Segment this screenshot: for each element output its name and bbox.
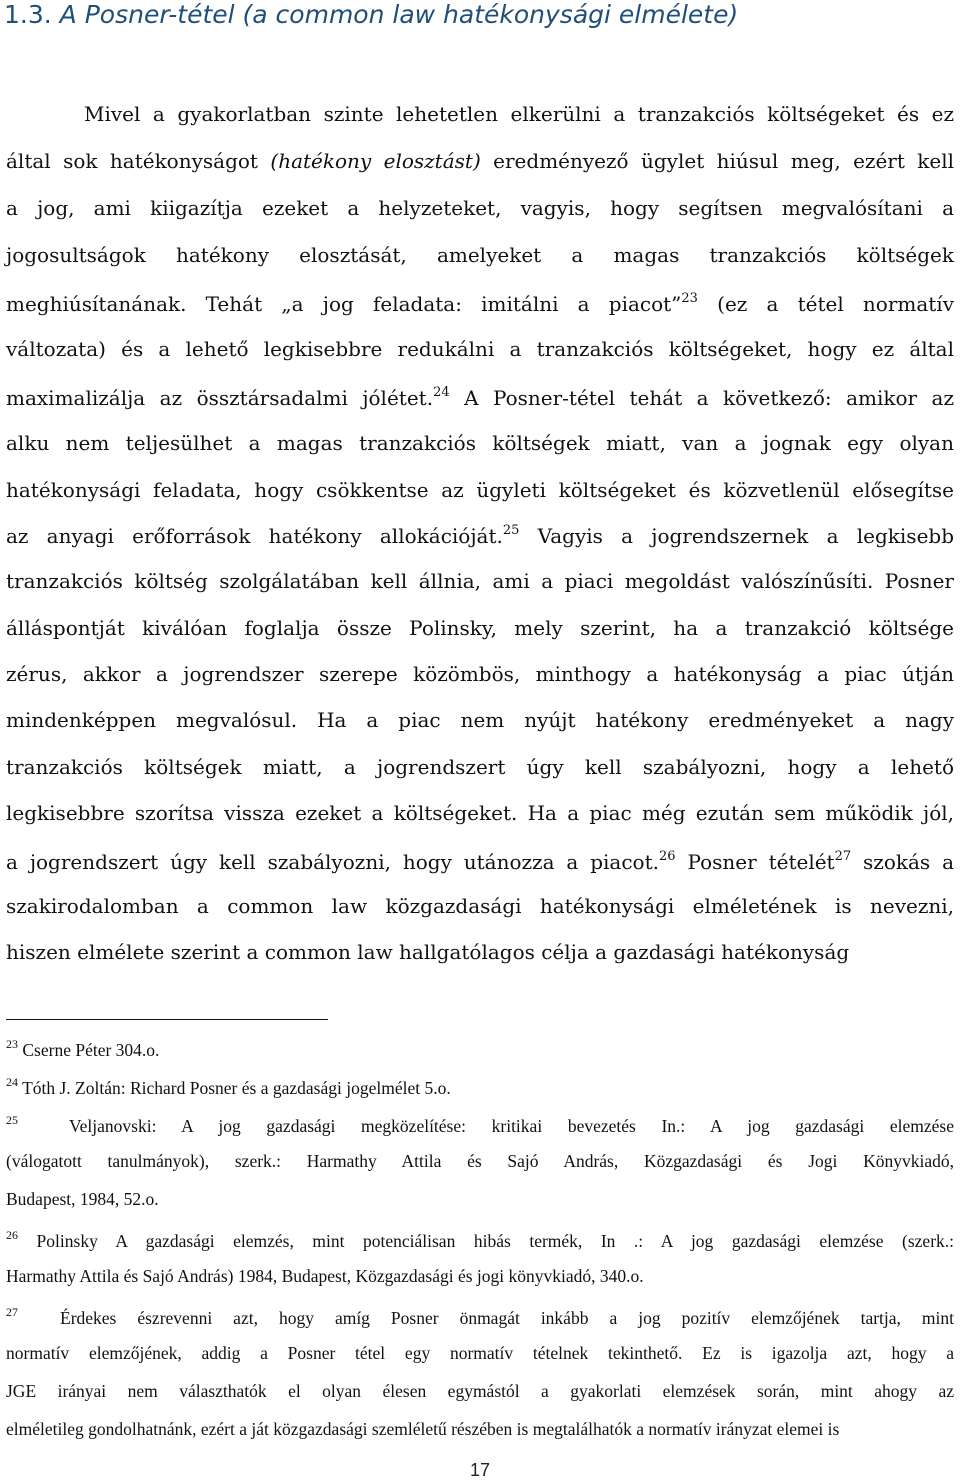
section-heading [4,0,738,29]
body-line: Mivel a gyakorlatban szinte lehetetlen elkerülni a tranzakciós költségeket és ez [84,102,954,126]
section-title: A Posner-tétel (a common law hatékonysági elmélete) [59,0,739,29]
body-line: a jog, ami kiigazítja ezeket a helyzeteket, vagyis, hogy segítsen megvalósítani a [6,196,954,220]
footnote-ref-23: 23 [681,291,698,306]
body-line: tranzakciós költségek miatt, a jogrendszert úgy kell szabályozni, hogy a lehető [6,755,954,779]
body-line: legkisebbre szorítsa vissza ezeket a költségeket. Ha a piac még ezután sem működik jól, [6,801,954,825]
footnote-27-cont: JGE irányai nem választhatók el olyan élesen egymástól a gyakorlati elemzések során, mint ahogy az [6,1381,954,1401]
body-line: mindenképpen megvalósul. Ha a piac nem nyújt hatékony eredményeket a nagy [6,708,954,732]
footnote-27-cont: elméletileg gondolhatnánk, ezért a ját közgazdasági szemléletű részében is megtalálhatók a normatív irányzat elemei is [6,1419,840,1439]
body-line: álláspontját kiválóan foglalja össze Polinsky, mely szerint, ha a tranzakció költsége [6,616,954,640]
footnote-separator [6,1019,328,1020]
footnote-25-cont: (válogatott tanulmányok), szerk.: Harmathy Attila és Sajó András, Közgazdasági és Jogi Könyvkiadó, [6,1151,954,1171]
footnote-ref-25: 25 [502,523,520,538]
page-number: 17 [469,1460,491,1480]
footnote-25: $^{25}$ Veljanovski: A jog gazdasági megközelítése: kritikai bevezetés In.: A jog gazdasági elemzése [6,1113,954,1136]
footnote-27-cont: normatív elemzőjének, addig a Posner tétel egy normatív tételnek tekinthető. Ez is igazolja azt, hogy a [6,1343,954,1363]
body-line: változata) és a lehető legkisebbre redukálni a tranzakciós költségeket, hogy ez által [6,337,954,361]
body-line: hiszen elmélete szerint a common law hallgatólagos célja a gazdasági hatékonyság [6,940,850,964]
body-line: zérus, akkor a jogrendszer szerepe közömbös, minthogy a hatékonyság a piac útján [6,662,954,686]
footnote-27: $^{27}$ Érdekes észrevenni azt, hogy amíg Posner önmagát inkább a jog pozitív elemzőjének tartja, mint [6,1305,954,1328]
body-line: az anyagi erőforrások hatékony allokációját.$^{25}$ Vagyis a jogrendszernek a legkisebb [6,523,955,548]
body-line: által sok hatékonyságot (hatékony elosztást) eredményező ügylet hiúsul meg, ezért kell [6,149,955,173]
footnote-25-cont: Budapest, 1984, 52.o. [6,1189,159,1209]
body-line: meghiúsítanának. Tehát „a jog feladata: imitálni a piacot”$^{23}$ (ez a tétel normatív [6,291,955,316]
body-line: jogosultságok hatékony elosztását, amelyeket a magas tranzakciós költségek [6,243,954,267]
body-line: a jogrendszert úgy kell szabályozni, hogy utánozza a piacot.$^{26}$ Posner tételét$^{27}$ szokás a [6,849,955,874]
footnote-26: $^{26}$ Polinsky A gazdasági elemzés, mint potenciálisan hibás termék, In .: A jog gazdasági elemzése (szerk.: [6,1228,955,1251]
footnote-ref-27: 27 [834,849,852,864]
footnote-26-cont: Harmathy Attila és Sajó András) 1984, Budapest, Közgazdasági és jogi könyvkiadó, 340.o. [6,1266,644,1286]
body-line: alku nem teljesülhet a magas tranzakciós költségek miatt, van a jognak egy olyan [6,431,954,455]
body-line: szakirodalomban a common law közgazdasági hatékonysági elméletének is nevezni, [6,894,954,918]
footnote-24: $^{24}$ Tóth J. Zoltán: Richard Posner és a gazdasági jogelmélet 5.o. [6,1075,451,1098]
footnote-23: $^{23}$ Cserne Péter 304.o. [6,1037,160,1060]
body-line: hatékonysági feladata, hogy csökkentse az ügyleti költségeket és közvetlenül elősegítse [6,478,954,502]
body-line: tranzakciós költség szolgálatában kell állnia, ami a piaci megoldást valószínűsíti. Posner [6,569,954,593]
section-number: 1.3. [4,0,52,29]
italic-phrase: (hatékony elosztást) [270,149,481,173]
footnote-ref-24: 24 [433,385,450,400]
body-line: maximalizálja az össztársadalmi jólétet.$^{24}$ A Posner-tétel tehát a következő: amikor az [6,385,954,410]
footnote-ref-26: 26 [659,849,676,864]
